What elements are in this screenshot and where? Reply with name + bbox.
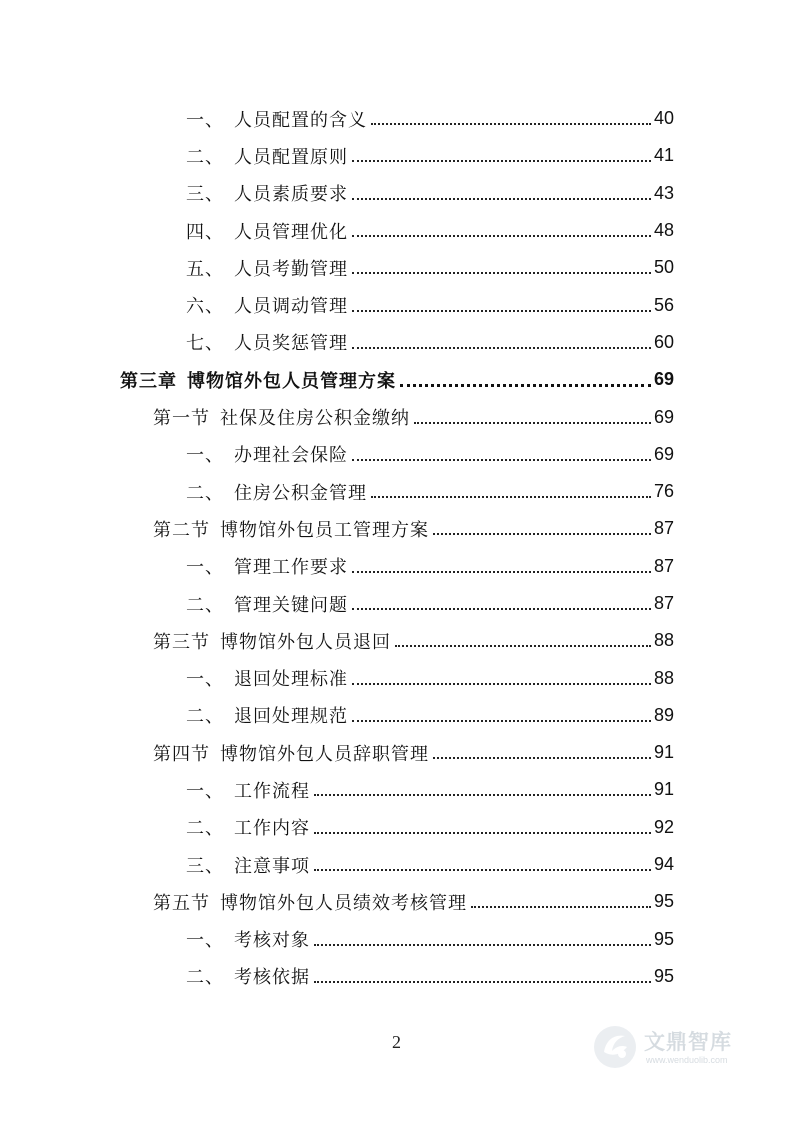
- toc-dot-leader: [400, 383, 651, 387]
- toc-entry-number: 二、: [186, 482, 224, 504]
- toc-entry-title: 退回处理标准: [234, 669, 348, 691]
- toc-dot-leader: [352, 159, 651, 162]
- toc-dot-leader: [433, 532, 651, 535]
- toc-dot-leader: [352, 346, 651, 349]
- toc-entry-page: 87: [653, 518, 674, 539]
- toc-dot-leader: [471, 905, 651, 908]
- watermark: [592, 1018, 752, 1078]
- toc-dot-leader: [352, 682, 651, 685]
- toc-section-entry[interactable]: [0, 883, 793, 920]
- toc-dot-leader: [314, 831, 651, 834]
- toc-dot-leader: [352, 234, 651, 237]
- toc-subsection-entry[interactable]: [0, 548, 793, 585]
- toc-entry-title: 管理工作要求: [234, 557, 348, 579]
- toc-entry-number: 第三章: [120, 370, 177, 392]
- toc-entry-page: 91: [653, 742, 674, 763]
- toc-dot-leader: [371, 122, 651, 125]
- toc-dot-leader: [352, 719, 651, 722]
- toc-entry-title: 人员奖惩管理: [234, 333, 348, 355]
- toc-entry-number: 第二节: [153, 519, 210, 541]
- toc-entry-page: 41: [653, 145, 674, 166]
- toc-subsection-entry[interactable]: [0, 846, 793, 883]
- toc-entry-title: 博物馆外包人员绩效考核管理: [220, 892, 467, 914]
- toc-subsection-entry[interactable]: [0, 473, 793, 510]
- toc-dot-leader: [433, 756, 651, 759]
- toc-entry-page: 95: [653, 965, 674, 986]
- toc-subsection-entry[interactable]: [0, 921, 793, 958]
- toc-entry-number: 六、: [186, 296, 224, 318]
- toc-entry-title: 住房公积金管理: [234, 482, 367, 504]
- toc-entry-page: 87: [653, 555, 674, 576]
- toc-entry-number: 第四节: [153, 743, 210, 765]
- toc-dot-leader: [352, 271, 651, 274]
- toc-subsection-entry[interactable]: [0, 809, 793, 846]
- toc-entry-page: 43: [653, 182, 674, 203]
- toc-entry-page: 88: [653, 630, 674, 651]
- toc-entry-page: 94: [653, 854, 674, 875]
- toc-entry-title: 博物馆外包人员辞职管理: [220, 743, 429, 765]
- toc-subsection-entry[interactable]: [0, 212, 793, 249]
- toc-entry-page: 95: [653, 891, 674, 912]
- toc-entry-title: 人员配置的含义: [234, 109, 367, 131]
- toc-entry-number: 二、: [186, 967, 224, 989]
- toc-entry-title: 人员管理优化: [234, 221, 348, 243]
- toc-entry-page: 48: [653, 220, 674, 241]
- toc-entry-number: 一、: [186, 930, 224, 952]
- toc-dot-leader: [314, 980, 651, 983]
- toc-entry-page: 69: [653, 406, 674, 427]
- toc-entry-title: 工作内容: [234, 818, 310, 840]
- toc-entry-number: 一、: [186, 109, 224, 131]
- toc-entry-page: 91: [653, 779, 674, 800]
- toc-entry-page: 69: [653, 369, 674, 390]
- toc-entry-number: 三、: [186, 184, 224, 206]
- table-of-contents: [0, 100, 793, 995]
- toc-entry-page: 69: [653, 443, 674, 464]
- toc-subsection-entry[interactable]: [0, 137, 793, 174]
- toc-entry-number: 七、: [186, 333, 224, 355]
- toc-entry-page: 40: [653, 108, 674, 129]
- toc-subsection-entry[interactable]: [0, 286, 793, 323]
- toc-dot-leader: [352, 309, 651, 312]
- toc-subsection-entry[interactable]: [0, 436, 793, 473]
- toc-entry-number: 第五节: [153, 892, 210, 914]
- watermark-url: www.wenduolib.com: [646, 1055, 728, 1065]
- toc-entry-page: 60: [653, 331, 674, 352]
- toc-entry-number: 第一节: [153, 408, 210, 430]
- toc-entry-title: 博物馆外包员工管理方案: [220, 519, 429, 541]
- toc-entry-number: 二、: [186, 146, 224, 168]
- toc-dot-leader: [395, 644, 651, 647]
- toc-subsection-entry[interactable]: [0, 100, 793, 137]
- toc-entry-title: 人员素质要求: [234, 184, 348, 206]
- toc-entry-title: 考核对象: [234, 930, 310, 952]
- toc-dot-leader: [314, 943, 651, 946]
- toc-subsection-entry[interactable]: [0, 697, 793, 734]
- toc-entry-number: 一、: [186, 445, 224, 467]
- toc-dot-leader: [352, 197, 651, 200]
- toc-entry-title: 人员配置原则: [234, 146, 348, 168]
- toc-section-entry[interactable]: [0, 510, 793, 547]
- toc-entry-number: 五、: [186, 258, 224, 280]
- toc-subsection-entry[interactable]: [0, 771, 793, 808]
- toc-entry-page: 87: [653, 593, 674, 613]
- toc-dot-leader: [314, 793, 651, 796]
- toc-entry-number: 一、: [186, 669, 224, 691]
- toc-entry-title: 人员调动管理: [234, 296, 348, 318]
- toc-dot-leader: [314, 868, 651, 871]
- toc-dot-leader: [414, 421, 651, 424]
- toc-subsection-entry[interactable]: [0, 659, 793, 696]
- toc-entry-title: 人员考勤管理: [234, 258, 348, 280]
- toc-entry-page: 50: [653, 257, 674, 278]
- toc-entry-number: 二、: [186, 706, 224, 728]
- toc-entry-title: 社保及住房公积金缴纳: [220, 408, 410, 430]
- toc-entry-page: 89: [653, 704, 674, 725]
- toc-entry-page: 76: [653, 481, 674, 502]
- toc-entry-number: 四、: [186, 221, 224, 243]
- toc-dot-leader: [371, 495, 651, 498]
- toc-entry-page: 95: [653, 928, 674, 949]
- toc-entry-title: 办理社会保险: [234, 445, 348, 467]
- toc-entry-title: 博物馆外包人员管理方案: [187, 370, 396, 392]
- toc-entry-number: 一、: [186, 557, 224, 579]
- toc-entry-title: 考核依据: [234, 967, 310, 989]
- toc-entry-title: 博物馆外包人员退回: [220, 631, 391, 653]
- wendou-logo-icon: [592, 1024, 638, 1070]
- toc-dot-leader: [352, 458, 651, 461]
- toc-entry-title: 工作流程: [234, 780, 310, 802]
- toc-entry-title: 注意事项: [234, 855, 310, 877]
- toc-entry-number: 三、: [186, 855, 224, 877]
- page-number: 2: [392, 1032, 401, 1052]
- toc-subsection-entry[interactable]: [0, 175, 793, 212]
- toc-chapter-entry[interactable]: [0, 361, 793, 398]
- toc-dot-leader: [352, 607, 651, 610]
- toc-subsection-entry[interactable]: [0, 958, 793, 995]
- toc-subsection-entry[interactable]: [0, 249, 793, 286]
- toc-entry-number: 二、: [186, 594, 224, 616]
- toc-subsection-entry[interactable]: [0, 324, 793, 361]
- toc-subsection-entry[interactable]: [0, 585, 793, 622]
- toc-entry-title: 退回处理规范: [234, 706, 348, 728]
- toc-entry-page: 92: [653, 816, 674, 837]
- toc-section-entry[interactable]: [0, 398, 793, 435]
- toc-section-entry[interactable]: [0, 622, 793, 659]
- toc-section-entry[interactable]: [0, 734, 793, 771]
- toc-entry-number: 二、: [186, 818, 224, 840]
- toc-entry-page: 56: [653, 294, 674, 315]
- toc-entry-page: 88: [653, 667, 674, 688]
- watermark-brand: 文鼎智库: [644, 1030, 732, 1054]
- toc-entry-number: 第三节: [153, 631, 210, 653]
- toc-dot-leader: [352, 570, 651, 573]
- toc-entry-number: 一、: [186, 780, 224, 802]
- toc-entry-title: 管理关键问题: [234, 594, 348, 616]
